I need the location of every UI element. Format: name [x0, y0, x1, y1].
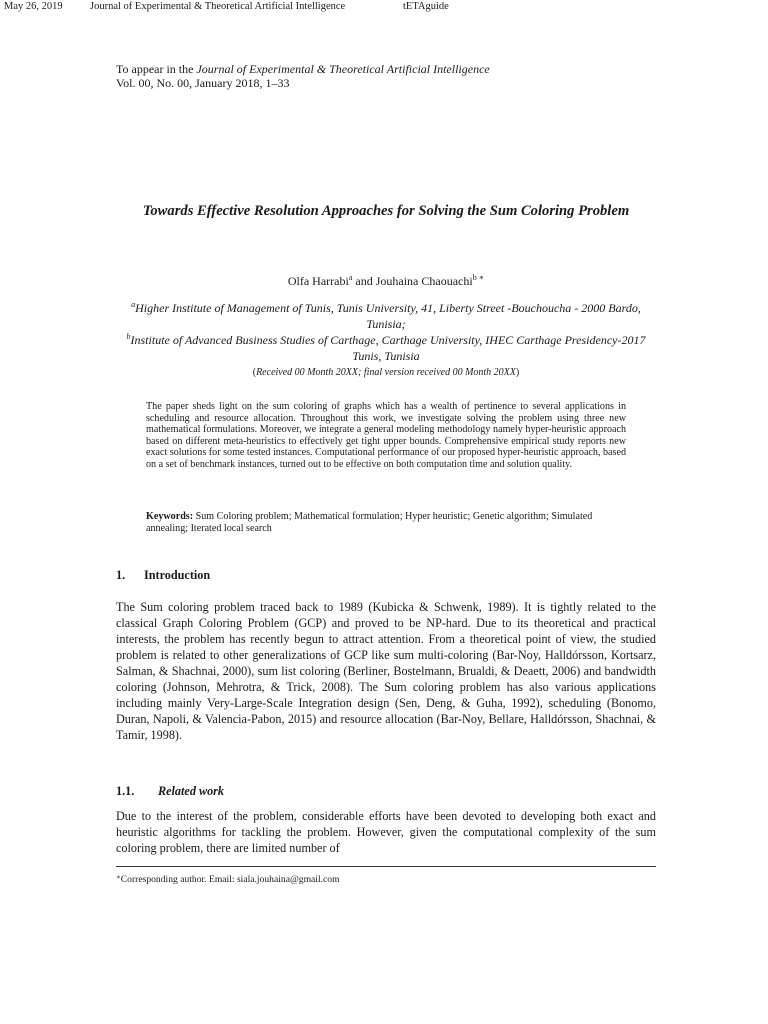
affiliation-b: [116, 329, 656, 364]
related-work-paragraph: Due to the interest of the problem, considerable efforts have been devoted to developing both exact and heuristic algorithms for tackling the problem. However, given the computational complexity of the sum coloring problem, there are limited number of: [116, 809, 656, 855]
footnote-divider: [116, 866, 656, 867]
running-head-journal: Journal of Experimental & Theoretical Artificial Intelligence: [90, 1, 346, 12]
keywords-text: Sum Coloring problem; Mathematical formulation; Hyper heuristic; Genetic algorithm; Simulated annealing; Iterated local search: [146, 511, 593, 534]
section-title: Introduction: [144, 568, 211, 582]
affiliation-mark: a: [131, 300, 136, 309]
footnote-text: Corresponding author. Email: siala.jouhaina@gmail.com: [120, 874, 340, 885]
appear-prefix: To appear in the: [116, 62, 194, 76]
section-number: 1.1.: [116, 784, 135, 798]
affiliation-text: Institute of Advanced Business Studies of Carthage, Carthage University, IHEC Carthage Presidency-2017 Tunis, Tunisia: [130, 333, 646, 363]
section-title: Related work: [158, 784, 225, 798]
section-number: 1.: [116, 568, 126, 582]
author-list: [116, 271, 656, 288]
affiliation-mark: b ∗: [472, 273, 485, 282]
footnote: [116, 871, 656, 886]
keywords-label: Keywords:: [146, 511, 194, 522]
section-heading-introduction: [116, 568, 210, 582]
author-name: Jouhaina Chaouachi: [375, 274, 473, 288]
running-head-date: May 26, 2019: [4, 1, 63, 12]
running-head: [4, 0, 768, 14]
author-name: Olfa Harrabi: [287, 274, 349, 288]
footnote-mark: ∗: [116, 873, 121, 881]
received-text: Received 00 Month 20XX; final version received 00 Month 20XX: [256, 367, 516, 378]
affiliation-mark: b: [126, 332, 131, 341]
paper-title: Towards Effective Resolution Approaches for Solving the Sum Coloring Problem: [142, 203, 630, 219]
author-separator: and: [352, 274, 376, 288]
volume-info: Vol. 00, No. 00, January 2018, 1–33: [116, 76, 290, 90]
section-heading-related-work: [116, 784, 224, 798]
received-dates: (Received 00 Month 20XX; final version received 00 Month 20XX): [252, 367, 520, 378]
running-head-guide: tETAguide: [403, 1, 449, 12]
introduction-paragraph: The Sum coloring problem traced back to 1989 (Kubicka & Schwenk, 1989). It is tightly related to the classical Graph Coloring Problem (GCP) and proved to be NP-hard. Due to its theoretical and practical interests, the problem has recently begun to attract attention. From a theoretical point of view, the studied problem is related to other generalizations of GCP like sum multi-coloring (Bar-Noy, Halldórsson, Kortsarz, Salman, & Shachnai, 2000), sum list coloring (Berliner, Bostelmann, Brualdi, & Deaett, 2006) and bandwidth coloring (Johnson, Mehrotra, & Trick, 2008). The Sum coloring problem has also various applications including mainly Very-Large-Scale Integration design (Sen, Deng, & Guha, 1992), scheduling (Bonomo, Duran, Napoli, & Valencia-Pabon, 2015) and resource allocation (Bar-Noy, Bellare, Halldórsson, Shachnai, & Tamir, 1998).: [116, 600, 656, 742]
publication-info: [116, 62, 676, 90]
affiliation-a: [116, 297, 656, 332]
affiliation-mark: a: [348, 273, 353, 282]
affiliation-text: Higher Institute of Management of Tunis, Tunis University, 41, Liberty Street -Bouchoucha - 2000 Bardo, Tunisia;: [135, 301, 641, 331]
abstract: The paper sheds light on the sum coloring of graphs which has a wealth of pertinence to several applications in scheduling and resource allocation. Throughout this work, we investigate solving the problem using three new mathematical formulations. Moreover, we integrate a general modeling methodology namely hyper-heuristic approach based on different meta-heuristics to effectively get tight upper bounds. Comprehensive empirical study reports new exact solutions for some tested instances. Computational performance of our proposed hyper-heuristic approach, based on a set of benchmark instances, turned out to be effective on both computation time and solution quality.: [146, 401, 626, 470]
keywords: [146, 511, 626, 534]
appear-journal: Journal of Experimental & Theoretical Artificial Intelligence: [196, 62, 490, 76]
